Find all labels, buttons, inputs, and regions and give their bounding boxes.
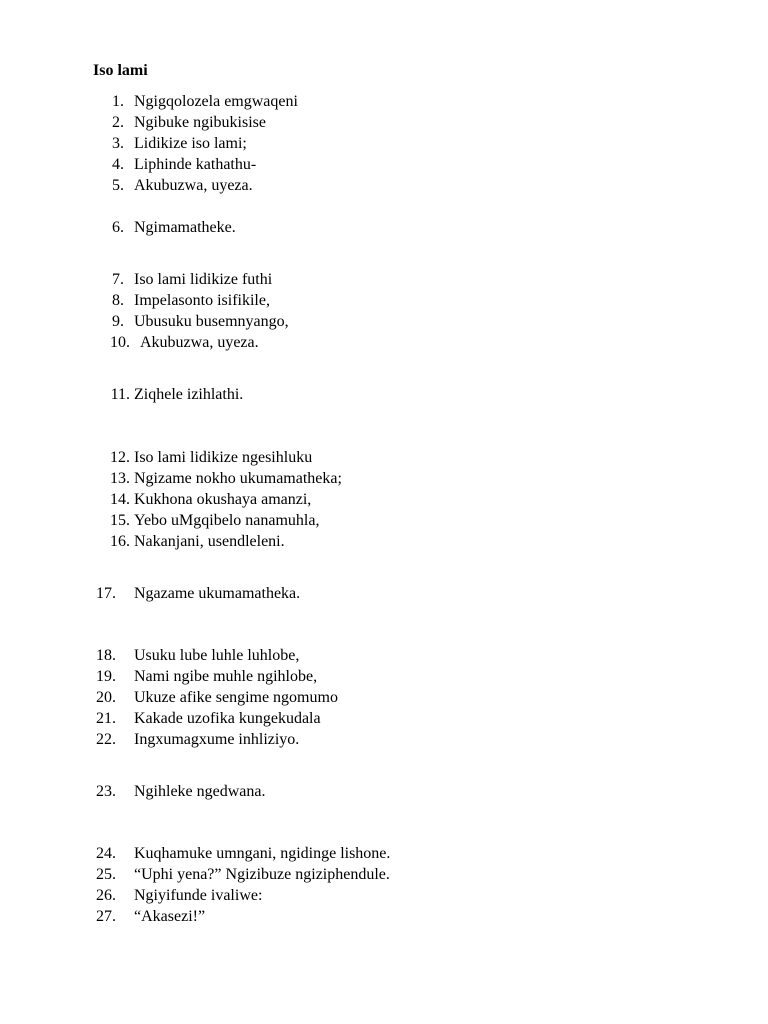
line-text: Ingxumagxume inhliziyo.: [134, 731, 300, 748]
line-text: “Akasezi!”: [134, 908, 206, 925]
line-text: Impelasonto isifikile,: [134, 292, 270, 309]
line-number: 2.: [112, 114, 124, 131]
line-number: 9.: [112, 313, 124, 330]
line-text: Ukuze afike sengime ngomumo: [134, 689, 338, 706]
line-number: 10.: [110, 334, 130, 351]
line-text: Ngizame nokho ukumamatheka;: [134, 470, 342, 487]
line-text: Ngibuke ngibukisise: [134, 114, 266, 131]
line-number: 27.: [96, 908, 116, 925]
line-number: 5.: [112, 177, 124, 194]
line-number: 17.: [96, 585, 116, 602]
line-text: “Uphi yena?” Ngizibuze ngiziphendule.: [134, 866, 390, 883]
line-text: Nakanjani, usendleleni.: [134, 533, 285, 550]
line-text: Ziqhele izihlathi.: [134, 386, 244, 403]
line-number: 19.: [96, 668, 116, 685]
line-text: Ngigqolozela emgwaqeni: [134, 93, 298, 110]
line-text: Yebo uMgqibelo nanamuhla,: [134, 512, 320, 529]
line-text: Iso lami lidikize ngesihluku: [134, 449, 313, 466]
line-number: 25.: [96, 866, 116, 883]
line-text: Akubuzwa, uyeza.: [140, 334, 259, 351]
line-number: 22.: [96, 731, 116, 748]
line-number: 23.: [96, 783, 116, 800]
line-text: Ngimamatheke.: [134, 219, 236, 236]
line-number: 13.: [110, 470, 130, 487]
poem-title: Iso lami: [93, 62, 148, 79]
line-number: 3.: [112, 135, 124, 152]
line-number: 16.: [110, 533, 130, 550]
line-text: Kakade uzofika kungekudala: [134, 710, 321, 727]
line-text: Ngazame ukumamatheka.: [134, 585, 301, 602]
line-number: 15.: [110, 512, 130, 529]
line-text: Lidikize iso lami;: [134, 135, 247, 152]
line-number: 20.: [96, 689, 116, 706]
line-text: Usuku lube luhle luhlobe,: [134, 647, 300, 664]
line-number: 21.: [96, 710, 116, 727]
line-text: Nami ngibe muhle ngihlobe,: [134, 668, 318, 685]
line-text: Iso lami lidikize futhi: [134, 271, 273, 288]
line-number: 26.: [96, 887, 116, 904]
line-number: 4.: [112, 156, 124, 173]
line-text: Ngiyifunde ivaliwe:: [134, 887, 263, 904]
line-number: 14.: [110, 491, 130, 508]
line-text: Liphinde kathathu-: [134, 156, 257, 173]
line-number: 11.: [110, 386, 130, 403]
line-number: 7.: [112, 271, 124, 288]
line-text: Ngihleke ngedwana.: [134, 783, 266, 800]
line-text: Kukhona okushaya amanzi,: [134, 491, 312, 508]
line-number: 12.: [110, 449, 130, 466]
line-text: Kuqhamuke umngani, ngidinge lishone.: [134, 845, 391, 862]
line-number: 8.: [112, 292, 124, 309]
line-number: 24.: [96, 845, 116, 862]
line-text: Ubusuku busemnyango,: [134, 313, 289, 330]
line-number: 1.: [112, 93, 124, 110]
line-number: 6.: [112, 219, 124, 236]
line-text: Akubuzwa, uyeza.: [134, 177, 253, 194]
line-number: 18.: [96, 647, 116, 664]
